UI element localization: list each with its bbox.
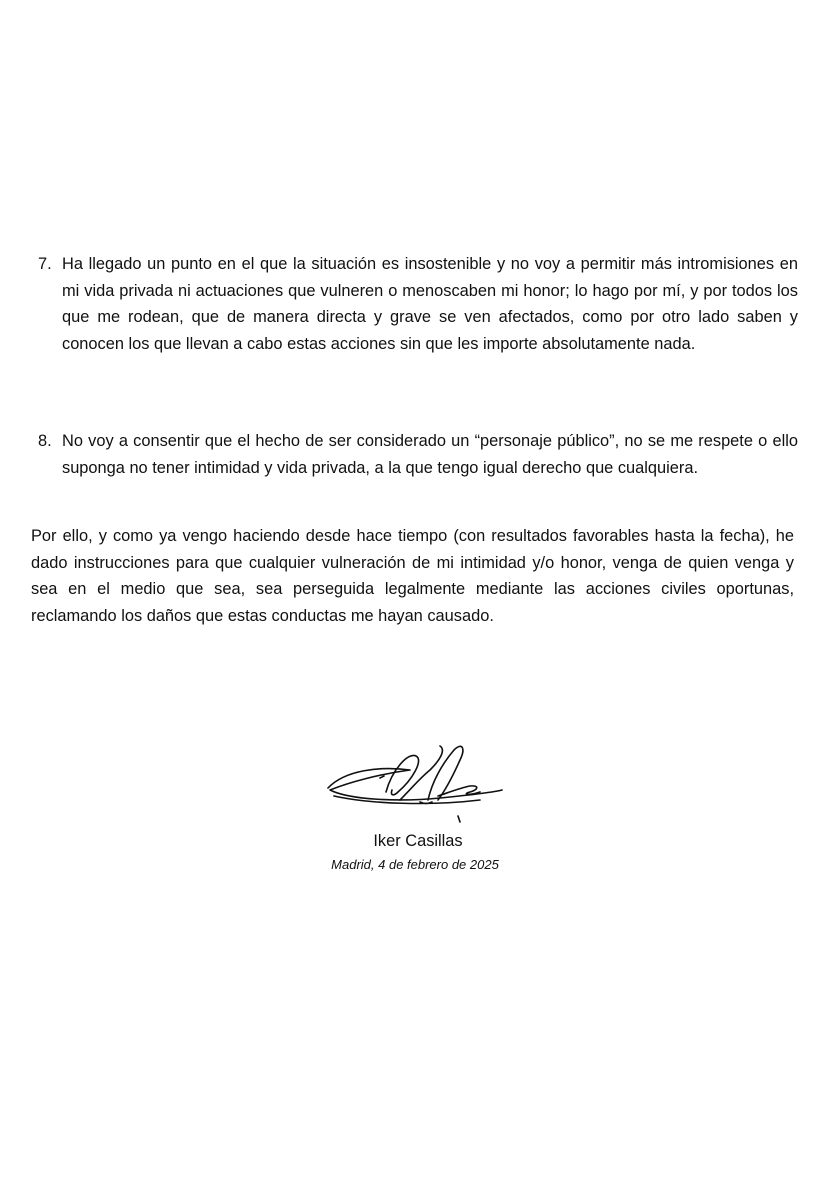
- place-and-date: Madrid, 4 de febrero de 2025: [331, 857, 499, 872]
- signer-name: Iker Casillas: [373, 832, 463, 850]
- closing-paragraph: Por ello, y como ya vengo haciendo desde hace tiempo (con resultados favorables hasta la fecha), he dado instrucciones para que cualquier vulneración de mi intimidad y/o honor, venga de quien venga y sea en el medio que sea, sea perseguida legalmente mediante las acciones civiles oportunas, reclamando los daños que estas conductas me hayan causado.: [31, 527, 794, 625]
- item-number: 7.: [38, 255, 52, 273]
- item-text: No voy a consentir que el hecho de ser considerado un “personaje público”, no se me respete o ello suponga no tener intimidad y vida privada, a la que tengo igual derecho que cualquiera.: [62, 432, 798, 477]
- handwritten-signature: [320, 730, 510, 825]
- numbered-item-7: [38, 251, 798, 357]
- item-number: 8.: [38, 432, 52, 450]
- numbered-item-8: [38, 428, 798, 481]
- item-text: Ha llegado un punto en el que la situación es insostenible y no voy a permitir más intromisiones en mi vida privada ni actuaciones que vulneren o menoscaben mi honor; lo hago por mí, y por todos los que me rodean, que de manera directa y grave se ven afectados, como por otro lado saben y conocen los que llevan a cabo estas acciones sin que les importe absolutamente nada.: [62, 255, 798, 353]
